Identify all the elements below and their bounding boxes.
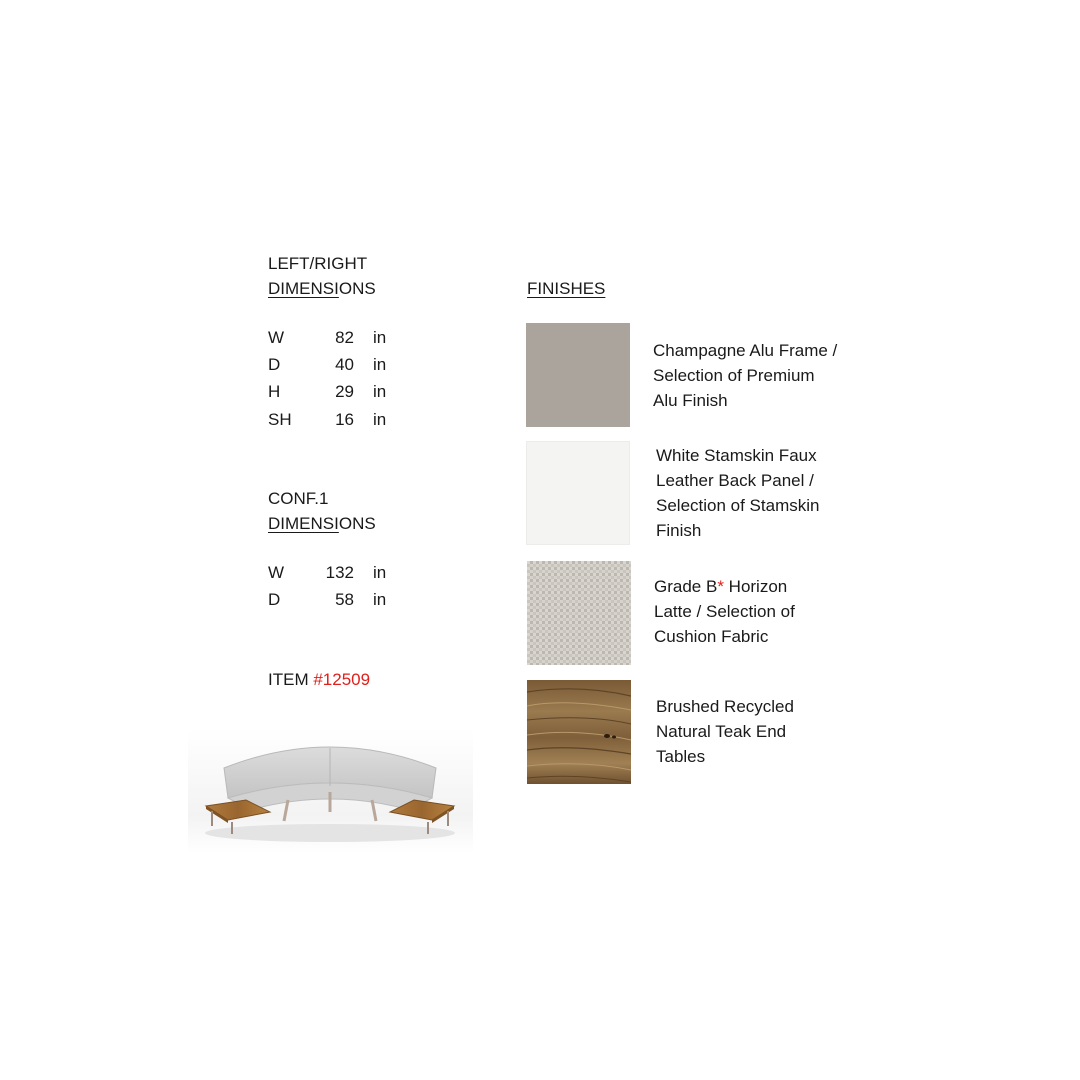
left-right-heading-line2: DIMENSIONS: [268, 279, 376, 298]
conf1-heading-line1: CONF.1: [268, 489, 329, 508]
finish-description-2: White Stamskin Faux Leather Back Panel / Selection of Stamskin Finish: [656, 446, 820, 540]
dimension-row-sh: SH 16 in: [268, 410, 387, 429]
asterisk-mark: *: [717, 577, 724, 596]
finishes-heading: FINISHES: [527, 279, 606, 298]
dimension-row-d: D 40 in: [268, 355, 387, 374]
item-number-value: #12509: [313, 670, 371, 689]
dimension-row-w: W 82 in: [268, 328, 387, 347]
item-number: ITEM #12509: [268, 670, 371, 689]
recycled-teak-swatch: [527, 680, 631, 784]
product-image: [188, 728, 473, 853]
conf1-heading: [268, 486, 376, 536]
finish-description-4: Brushed Recycled Natural Teak End Tables: [656, 697, 794, 766]
conf1-row-d: D 58 in: [268, 590, 387, 609]
horizon-latte-fabric-swatch: [527, 561, 631, 665]
conf1-heading-line2: DIMENSIONS: [268, 514, 376, 533]
champagne-aluminum-swatch: [526, 323, 630, 427]
finish-description-1: Champagne Alu Frame / Selection of Premium Alu Finish: [653, 341, 838, 410]
dimension-row-h: H 29 in: [268, 382, 387, 401]
left-right-heading: [268, 251, 376, 301]
conf1-row-w: W 132 in: [268, 563, 387, 582]
white-stamskin-swatch: [526, 441, 630, 545]
finish-description-3: Grade B* Horizon Latte / Selection of Cushion Fabric: [654, 577, 795, 646]
left-right-heading-line1: LEFT/RIGHT: [268, 254, 368, 273]
